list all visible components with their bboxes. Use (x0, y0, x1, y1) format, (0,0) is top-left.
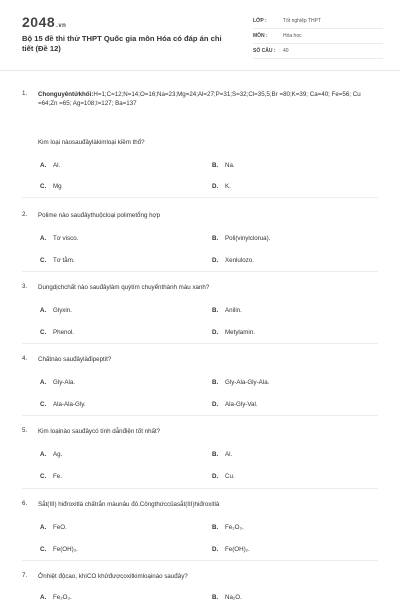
option-c[interactable] (40, 473, 62, 480)
question-divider (22, 343, 378, 344)
option-letter: C. (40, 257, 47, 264)
question-number: 6. (22, 500, 28, 507)
meta-key: MÔN : (253, 33, 268, 39)
document-header (0, 0, 400, 71)
document-title: Bộ 15 đề thi thử THPT Quốc gia môn Hóa có đáp án chi tiết (Đề 12) (22, 34, 222, 53)
option-a[interactable] (40, 235, 78, 242)
meta-key: SỐ CÂU : (253, 48, 276, 54)
option-letter: A. (40, 379, 47, 386)
option-b[interactable] (212, 307, 242, 314)
meta-row-subject (253, 29, 383, 44)
option-letter: D. (212, 473, 219, 480)
option-letter: D. (212, 183, 219, 190)
option-text: Glyxin. (53, 307, 72, 314)
meta-value: 40 (283, 48, 289, 54)
meta-key: LỚP : (253, 18, 267, 24)
option-letter: C. (40, 329, 47, 336)
option-d[interactable] (212, 329, 255, 336)
option-letter: B. (212, 307, 219, 314)
option-letter: A. (40, 524, 47, 531)
meta-value: Hóa học (283, 33, 302, 39)
atomic-mass-values: H=1;C=12;N=14;O=16;Na=23;Mg=24;Al=27;P=31;S=32;Cl=35,5;Br =80;K=39; Ca=40; Fe=56; Cu =64;Zn =65; Ag=108;I=127; Ba=137 (38, 91, 361, 108)
option-a[interactable] (40, 379, 75, 386)
option-letter: B. (212, 235, 219, 242)
meta-row-count (253, 44, 383, 59)
option-text: Xenlulozo. (225, 257, 254, 264)
logo-suffix: .vn (56, 23, 67, 29)
option-letter: A. (40, 451, 47, 458)
option-letter: D. (212, 401, 219, 408)
option-letter: C. (40, 183, 47, 190)
question-divider (22, 560, 378, 561)
option-letter: B. (212, 524, 219, 531)
option-a[interactable] (40, 524, 67, 531)
option-d[interactable] (212, 257, 254, 264)
option-letter: B. (212, 594, 219, 600)
option-text: Phenol. (53, 329, 74, 336)
option-b[interactable] (212, 235, 270, 242)
meta-value: Tốt nghiệp THPT (283, 18, 321, 24)
option-text: Fe₂O₃. (225, 524, 244, 531)
question-number: 2. (22, 211, 28, 218)
question-number: 7. (22, 572, 28, 579)
question-number: 5. (22, 427, 28, 434)
option-text: Tơ tằm. (53, 257, 75, 264)
option-letter: A. (40, 162, 47, 169)
option-b[interactable] (212, 524, 244, 531)
option-c[interactable] (40, 257, 75, 264)
option-c[interactable] (40, 546, 78, 553)
option-a[interactable] (40, 162, 60, 169)
question-text: Ởnhiệt độcao, khíCO khửđượcoxitkimloạinào sauđây? (38, 573, 188, 580)
option-text: Fe(OH)₃. (53, 546, 78, 553)
option-d[interactable] (212, 183, 231, 190)
option-text: K. (225, 183, 231, 190)
question-divider (22, 197, 378, 198)
option-letter: A. (40, 235, 47, 242)
option-text: Ala-Ala-Gly. (53, 401, 86, 408)
option-text: Al. (225, 451, 233, 458)
option-b[interactable] (212, 162, 235, 169)
option-letter: B. (212, 379, 219, 386)
option-text: Anilin. (225, 307, 242, 314)
question-number: 1. (22, 90, 28, 97)
question-number: 4. (22, 355, 28, 362)
option-text: Gly-Ala. (53, 379, 76, 386)
option-letter: C. (40, 401, 47, 408)
option-text: Ag. (53, 451, 63, 458)
option-letter: D. (212, 257, 219, 264)
option-text: Fe. (53, 473, 62, 480)
question-stem: Kim loại nàosauđâylàkimloại kiềm thổ? (38, 139, 145, 146)
question-text: Polime nào sauđâythuộcloại polimetổng hợp (38, 212, 161, 219)
option-text: Cu. (225, 473, 235, 480)
question-divider (22, 488, 378, 489)
site-logo[interactable] (22, 14, 66, 30)
option-b[interactable] (212, 379, 269, 386)
question-divider (22, 415, 378, 416)
question-number: 3. (22, 283, 28, 290)
question-text (38, 90, 378, 109)
option-a[interactable] (40, 594, 72, 600)
option-b[interactable] (212, 451, 232, 458)
option-text: Ala-Gly-Val. (225, 401, 258, 408)
option-text: Fe₂O₃. (53, 594, 72, 600)
option-a[interactable] (40, 307, 72, 314)
option-text: Al. (53, 162, 61, 169)
option-letter: A. (40, 594, 47, 600)
option-text: Na₂O. (225, 594, 242, 600)
option-letter: A. (40, 307, 47, 314)
option-b[interactable] (212, 594, 242, 600)
option-a[interactable] (40, 451, 62, 458)
option-text: FeO. (53, 524, 67, 531)
option-d[interactable] (212, 473, 235, 480)
option-text: Poli(vinylclorua). (225, 235, 271, 242)
question-text: Chấtnào sauđâylàđipeptit? (38, 356, 112, 363)
question-text: Dungdịchchất nào sauđâylàm quỳtím chuyểnthành màu xanh? (38, 284, 210, 291)
logo-main: 2048 (22, 14, 56, 30)
option-text: Gly-Ala-Gly-Ala. (225, 379, 270, 386)
option-text: Fe(OH)₂. (225, 546, 250, 553)
option-letter: C. (40, 473, 47, 480)
document-meta (253, 14, 383, 59)
option-letter: C. (40, 546, 47, 553)
option-letter: D. (212, 546, 219, 553)
option-d[interactable] (212, 401, 258, 408)
option-text: Tơ visco. (53, 235, 79, 242)
meta-row-class (253, 14, 383, 29)
option-text: Na. (225, 162, 235, 169)
option-text: Mg (53, 183, 62, 190)
option-c[interactable] (40, 329, 74, 336)
question-divider (22, 271, 378, 272)
question-text: Kim loạinào sauđâycó tính dẫnđiện tốt nhất? (38, 428, 161, 435)
option-letter: B. (212, 162, 219, 169)
option-c[interactable] (40, 183, 62, 190)
atomic-mass-label: Chonguyêntửkhối: (38, 91, 94, 98)
option-letter: D. (212, 329, 219, 336)
question-text: Sắt(III) hiđroxitlà chấtrắn màunâu đỏ.Côngthứccủasắt(III)hiđroxitlà (38, 501, 220, 508)
option-text: Metylamin. (225, 329, 255, 336)
option-d[interactable] (212, 546, 250, 553)
option-letter: B. (212, 451, 219, 458)
option-c[interactable] (40, 401, 86, 408)
